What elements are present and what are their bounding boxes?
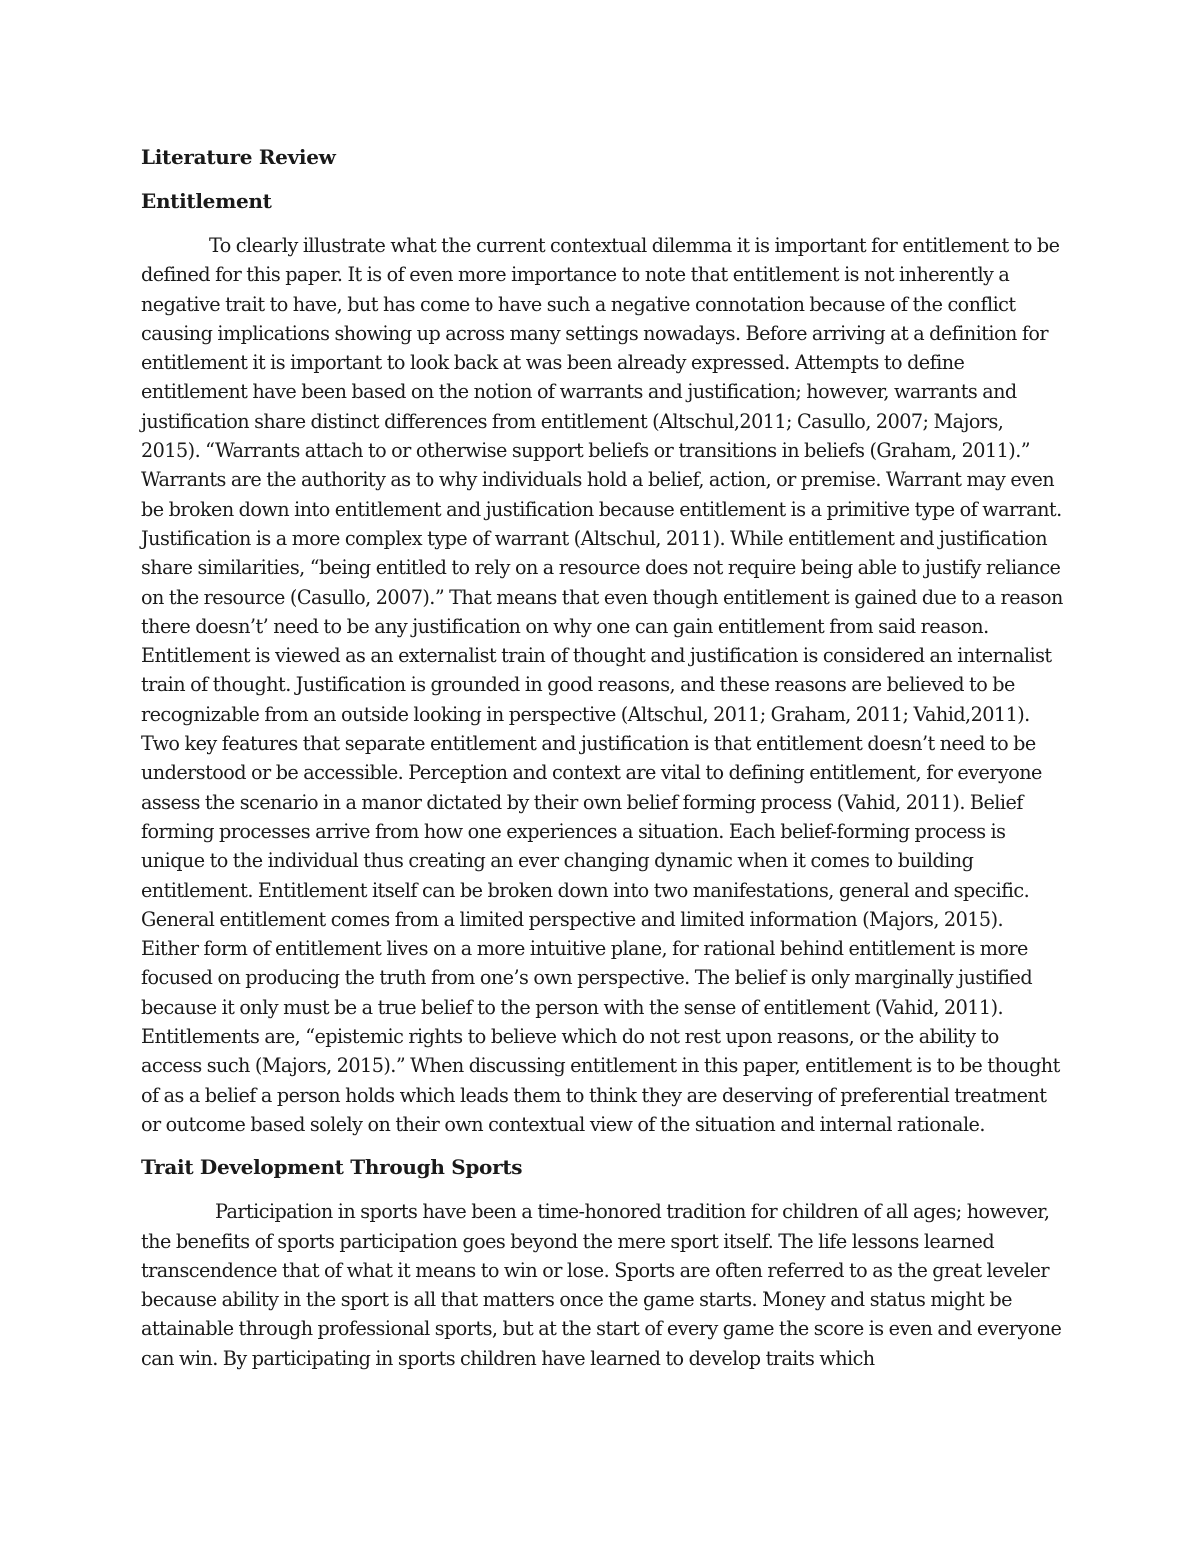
section-heading-trait-development: Trait Development Through Sports bbox=[141, 1155, 523, 1180]
document-title: Literature Review bbox=[141, 145, 336, 169]
section-heading-entitlement: Entitlement bbox=[141, 189, 272, 213]
paragraph-trait-development: Participation in sports have been a time-honored tradition for children of all ages; however, the benefits of sports participation goes beyond the mere sport itself. The life lessons learned transcendence that of what it means to win or lose. Sports are often referred to as the great leveler because ability in the sport is all that matters once the game starts. Money and status might be attainable through professional sports, but at the start of every game the score is even and everyone can win. By participating in sports children have learned to develop traits which bbox=[141, 1200, 1062, 1370]
document-body bbox=[141, 143, 1063, 1387]
paragraph-entitlement: To clearly illustrate what the current contextual dilemma it is important for entitlement to be defined for this paper. It is of even more importance to note that entitlement is not inherently a negative trait to have, but has come to have such a negative connotation because of the conflict causing implications showing up across many settings nowadays. Before arriving at a definition for entitlement it is important to look back at was been already expressed. Attempts to define entitlement have been based on the notion of warrants and justification; however, warrants and justification share distinct differences from entitlement (Altschul,2011; Casullo, 2007; Majors, 2015). “Warrants attach to or otherwise support beliefs or transitions in beliefs (Graham, 2011).” Warrants are the authority as to why individuals hold a belief, action, or premise. Warrant may even be broken down into entitlement and justification because entitlement is a primitive type of warrant. Justification is a more complex type of warrant (Altschul, 2011). While entitlement and justification share similarities, “being entitled to rely on a resource does not require being able to justify reliance on the resource (Casullo, 2007).” That means that even though entitlement is gained due to a reason there doesn’t’ need to be any justification on why one can gain entitlement from said reason. Entitlement is viewed as an externalist train of thought and justification is considered an internalist train of thought. Justification is grounded in good reasons, and these reasons are believed to be recognizable from an outside looking in perspective (Altschul, 2011; Graham, 2011; Vahid,2011). Two key features that separate entitlement and justification is that entitlement doesn’t need to be understood or be accessible. Perception and context are vital to defining entitlement, for everyone assess the scenario in a manor dictated by their own belief forming process (Vahid, 2011). Belief forming processes arrive from how one experiences a situation. Each belief-forming process is unique to the individual thus creating an ever changing dynamic when it comes to building entitlement. Entitlement itself can be broken down into two manifestations, general and specific. General entitlement comes from a limited perspective and limited information (Majors, 2015). Either form of entitlement lives on a more intuitive plane, for rational behind entitlement is more focused on producing the truth from one’s own perspective. The belief is only marginally justified because it only must be a true belief to the person with the sense of entitlement (Vahid, 2011). Entitlements are, “epistemic rights to believe which do not rest upon reasons, or the ability to access such (Majors, 2015).” When discussing entitlement in this paper, entitlement is to be thought of as a belief a person holds which leads them to think they are deserving of preferential treatment or outcome based solely on their own contextual view of the situation and internal rationale. bbox=[141, 234, 1063, 1136]
